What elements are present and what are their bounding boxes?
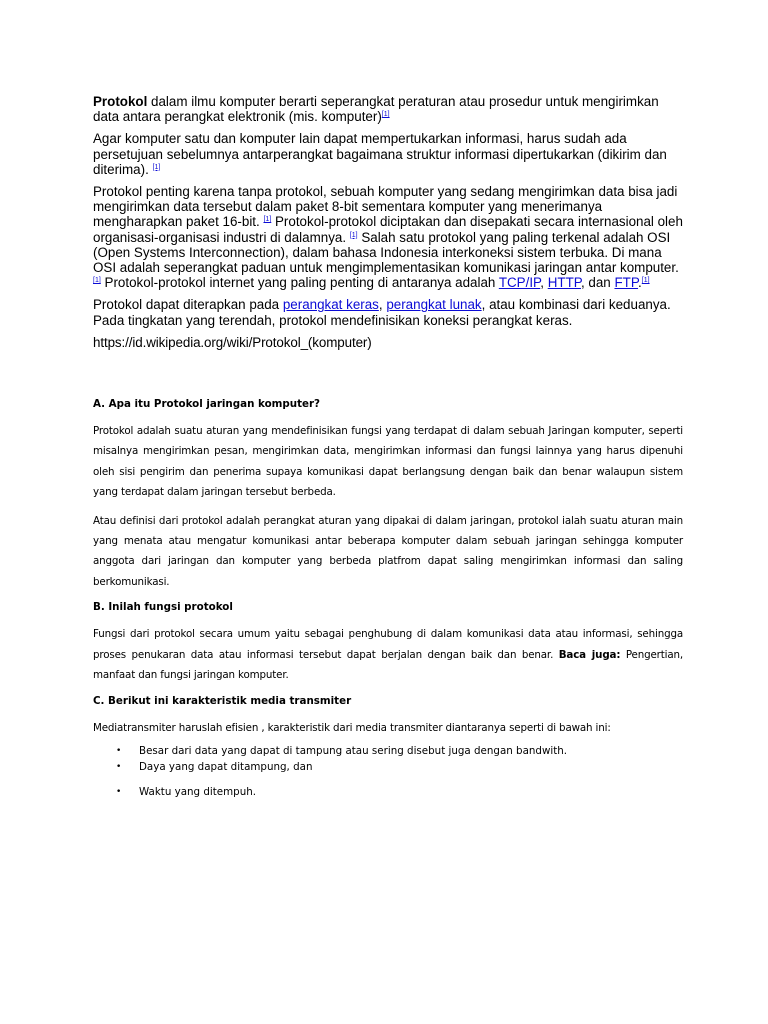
list-item-text: Daya yang dapat ditampung, dan (139, 760, 313, 773)
document-page (93, 94, 683, 799)
separator: , dan (580, 275, 615, 291)
paragraph-c-1: Mediatransmiter haruslah efisien , karakteristik dari media transmiter diantaranya seperti di bawah ini: (93, 721, 611, 734)
bullet-icon: • (116, 786, 122, 797)
heading-a: A. Apa itu Protokol jaringan komputer? (93, 398, 321, 411)
citation-link[interactable]: [1] (93, 277, 101, 285)
citation-link[interactable]: [1] (349, 231, 358, 239)
list-item (93, 760, 683, 774)
list-item (93, 744, 683, 758)
baca-juga-label: Baca juga: (558, 648, 621, 661)
wiki-paragraph-4 (93, 297, 683, 327)
bullet-icon: • (116, 745, 122, 756)
heading-c: C. Berikut ini karakteristik media transmiter (93, 694, 352, 707)
paragraph-b-1 (93, 624, 683, 685)
link-http[interactable]: HTTP (547, 275, 581, 291)
term-protokol: Protokol (93, 94, 148, 109)
link-tcp-ip[interactable]: TCP/IP (498, 275, 541, 291)
wiki-p2-text: Agar komputer satu dan komputer lain dapat mempertukarkan informasi, harus sudah ada persetujuan sebelumnya antarperangkat bagaimana struktur informasi dipertukarkan (dikirim dan diterima). (93, 131, 667, 177)
list-item (93, 785, 683, 799)
bullet-icon: • (116, 761, 122, 772)
wiki-p3-text-3: Salah satu protokol yang paling terkenal adalah OSI (Open Systems Interconnection), dalam bahasa Indonesia interkoneksi sistem terbuka. Di mana OSI adalah seperangkat paduan untuk mengimplementasikan komunikasi jaringan antar komputer. (93, 229, 679, 276)
paragraph-b-tail: Pengertian, manfaat dan fungsi jaringan komputer. (93, 648, 683, 682)
characteristics-list (93, 744, 683, 799)
source-url: https://id.wikipedia.org/wiki/Protokol_(komputer) (93, 334, 372, 350)
separator: , (378, 297, 387, 313)
separator: , (540, 275, 548, 291)
wiki-p3-text-4: Protokol-protokol internet yang paling penting di antaranya adalah (100, 275, 499, 291)
wiki-p4-text-1: Protokol dapat diterapkan pada (93, 297, 283, 313)
citation-link[interactable]: [1] (381, 111, 390, 119)
link-perangkat-keras[interactable]: perangkat keras (282, 297, 379, 313)
paragraph-b-text: Fungsi dari protokol secara umum yaitu sebagai penghubung di dalam komunikasi data atau informasi, sehingga proses penukaran data atau informasi tersebut dapat berjalan dengan baik dan benar. (93, 628, 683, 661)
wiki-paragraph-2 (93, 131, 683, 177)
wiki-p3-text-2: Protokol-protokol diciptakan dan disepakati secara internasional oleh organisasi-organisasi industri di dalamnya. (93, 214, 683, 245)
link-perangkat-lunak[interactable]: perangkat lunak (386, 297, 482, 313)
wiki-p4-text-2: , atau kombinasi dari keduanya. Pada tingkatan yang terendah, protokol mendefinisikan koneksi perangkat keras. (93, 297, 671, 328)
citation-link[interactable]: [1] (152, 163, 161, 171)
citation-link[interactable]: [1] (263, 216, 272, 224)
link-ftp[interactable]: FTP (614, 275, 639, 291)
separator: . (638, 275, 642, 291)
wiki-p3-text-1: Protokol penting karena tanpa protokol, sebuah komputer yang sedang mengirimkan data bisa jadi mengirimkan data tersebut dalam paket 8-bit sementara komputer yang menerimanya mengharapkan paket 16-bit. (93, 184, 678, 230)
paragraph-a-2: Atau definisi dari protokol adalah perangkat aturan yang dipakai di dalam jaringan, protokol ialah suatu aturan main yang menata atau mengatur komunikasi antar beberapa komputer dalam sebuah jaringan sehingga komputer anggota dari jaringan dan komputer yang berbeda platfrom dapat saling mengirimkan informasi dan saling berkomunikasi. (93, 514, 683, 588)
wikipedia-excerpt (93, 94, 683, 350)
paragraph-a-1: Protokol adalah suatu aturan yang mendefinisikan fungsi yang terdapat di dalam sebuah Jaringan komputer, seperti misalnya mengirimkan pesan, mengirimkan data, mengirimkan informasi dan fungsi lainnya yang harus dipenuhi oleh sisi pengirim dan penerima supaya komunikasi dapat berlangsung dengan baik dan benar walaupun sistem yang terdapat dalam jaringan tersebut berbeda. (93, 425, 683, 499)
article (93, 397, 683, 799)
wiki-paragraph-1 (93, 94, 683, 124)
wiki-p1-text: dalam ilmu komputer berarti seperangkat peraturan atau prosedur untuk mengirimkan data antara perangkat elektronik (mis. komputer) (93, 94, 659, 125)
list-item-text: Besar dari data yang dapat di tampung atau sering disebut juga dengan bandwith. (139, 744, 568, 757)
citation-link[interactable]: [1] (641, 277, 650, 285)
list-item-text: Waktu yang ditempuh. (139, 785, 257, 798)
wiki-paragraph-3 (93, 184, 683, 290)
heading-b: B. Inilah fungsi protokol (93, 601, 233, 614)
